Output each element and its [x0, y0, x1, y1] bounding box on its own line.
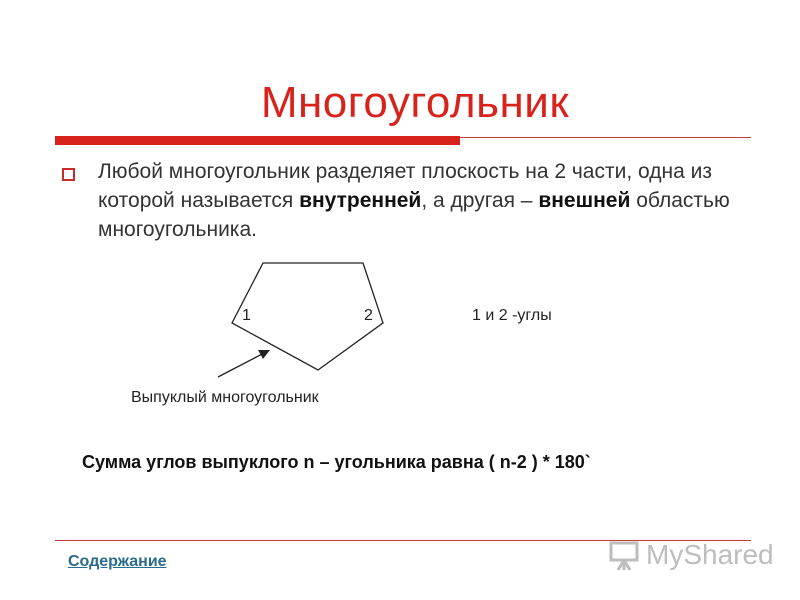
pointer-arrow-line [218, 352, 266, 377]
pentagon-shape [232, 263, 383, 370]
presentation-board-icon [608, 538, 642, 572]
paragraph-text-2: , а другая – [421, 189, 539, 212]
angles-note: 1 и 2 -углы [472, 307, 552, 324]
angle-label-2: 2 [364, 307, 373, 324]
slide-title: Многоугольник [260, 78, 570, 127]
watermark [608, 538, 774, 572]
watermark-text: MyShared [646, 539, 774, 570]
paragraph-bold-outer: внешней [538, 189, 631, 212]
paragraph-bold-inner: внутренней [299, 189, 422, 212]
angle-label-1: 1 [242, 307, 251, 324]
angle-sum-formula: Сумма углов выпуклого n – угольника равна ( n-2 ) * 180` [82, 452, 591, 472]
paragraph-text-1: Любой многоугольник разделяет плоскость на 2 части, одна из которой называется [98, 160, 712, 212]
paragraph-text-3: областью многоугольника. [98, 189, 730, 241]
polygon-caption: Выпуклый многоугольник [131, 389, 319, 406]
contents-link[interactable]: Содержание [68, 553, 167, 570]
